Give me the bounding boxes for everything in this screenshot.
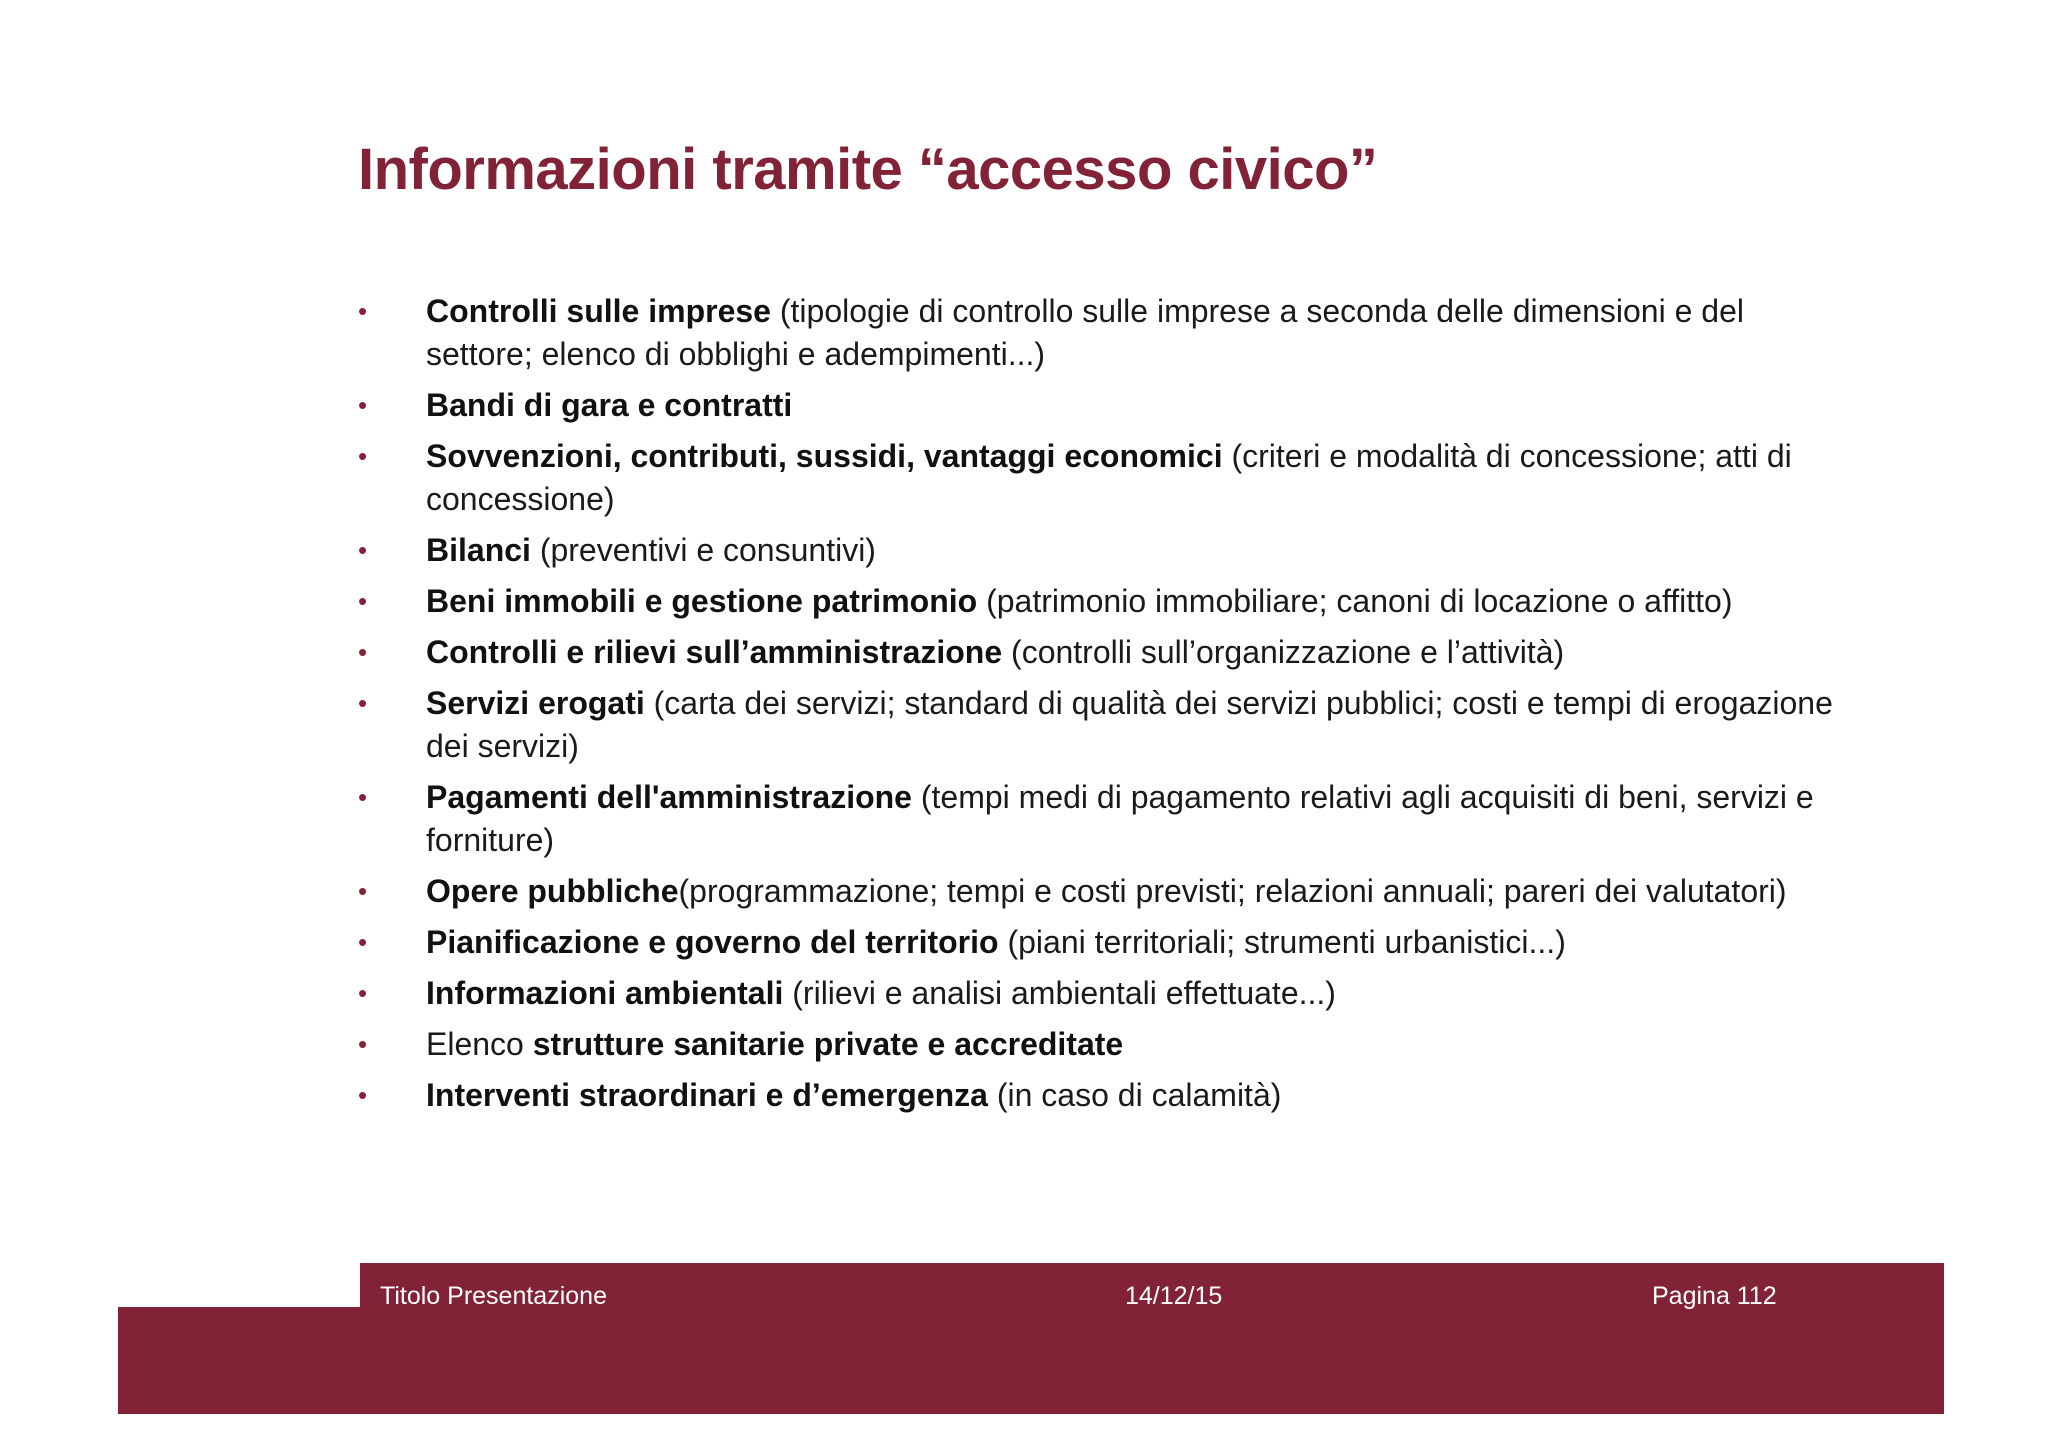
- list-item: [358, 529, 1838, 572]
- item-post: (preventivi e consuntivi): [530, 532, 876, 568]
- list-item: [358, 1023, 1838, 1066]
- list-item: [358, 972, 1838, 1015]
- list-item: [358, 290, 1838, 376]
- item-bold: Servizi erogati: [426, 685, 645, 721]
- bullet-list: [358, 290, 1838, 1125]
- item-bold: Controlli sulle imprese: [426, 293, 771, 329]
- item-bold: Opere pubbliche: [426, 873, 679, 909]
- item-post: (programmazione; tempi e costi previsti; relazioni annuali; pareri dei valutatori): [678, 873, 1787, 909]
- slide-title: Informazioni tramite “accesso civico”: [358, 137, 1378, 202]
- item-post: (tipologie di controllo sulle imprese a seconda delle dimensioni e del settore; elenco di obblighi e adempimenti...): [426, 293, 1744, 372]
- bullet-icon: •: [358, 688, 368, 718]
- item-post: (criteri e modalità di concessione; atti di concessione): [426, 438, 1792, 517]
- list-item: [358, 580, 1838, 623]
- list-item: [358, 921, 1838, 964]
- bullet-icon: •: [358, 927, 368, 957]
- item-pre: Elenco: [426, 1026, 533, 1062]
- item-bold: strutture sanitarie private e accreditate: [532, 1026, 1124, 1062]
- list-item: [358, 1074, 1838, 1117]
- bullet-icon: •: [358, 637, 368, 667]
- bullet-icon: •: [358, 978, 368, 1008]
- item-bold: Beni immobili e gestione patrimonio: [426, 583, 978, 619]
- item-bold: Interventi straordinari e d’emergenza: [426, 1077, 988, 1113]
- footer-date: 14/12/15: [1125, 1282, 1223, 1310]
- item-post: (patrimonio immobiliare; canoni di locazione o affitto): [977, 583, 1733, 619]
- item-bold: Sovvenzioni, contributi, sussidi, vantaggi economici: [426, 438, 1223, 474]
- bullet-icon: •: [358, 876, 368, 906]
- bullet-icon: •: [358, 390, 368, 420]
- item-bold: Pagamenti dell'amministrazione: [426, 779, 912, 815]
- list-item: [358, 631, 1838, 674]
- item-bold: Controlli e rilievi sull’amministrazione: [426, 634, 1003, 670]
- item-bold: Pianificazione e governo del territorio: [426, 924, 999, 960]
- item-post: (in caso di calamità): [987, 1077, 1282, 1113]
- item-post: (carta dei servizi; standard di qualità dei servizi pubblici; costi e tempi di erogazione dei servizi): [426, 685, 1833, 764]
- list-item: [358, 776, 1838, 862]
- bullet-icon: •: [358, 782, 368, 812]
- list-item: [358, 870, 1838, 913]
- item-post: (controlli sull’organizzazione e l’attività): [1002, 634, 1565, 670]
- bullet-icon: •: [358, 586, 368, 616]
- bullet-icon: •: [358, 535, 368, 565]
- list-item: [358, 435, 1838, 521]
- list-item: [358, 682, 1838, 768]
- item-bold: Bilanci: [426, 532, 531, 568]
- item-bold: Informazioni ambientali: [426, 975, 784, 1011]
- bullet-icon: •: [358, 441, 368, 471]
- bullet-icon: •: [358, 1080, 368, 1110]
- item-post: (piani territoriali; strumenti urbanistici...): [998, 924, 1566, 960]
- footer-left-band: [118, 1307, 360, 1414]
- item-post: (tempi medi di pagamento relativi agli acquisiti di beni, servizi e forniture): [426, 779, 1814, 858]
- list-item: [358, 384, 1838, 427]
- bullet-icon: •: [358, 296, 368, 326]
- footer-page-number: Pagina 112: [1652, 1282, 1777, 1310]
- item-bold: Bandi di gara e contratti: [426, 387, 793, 423]
- item-post: (rilievi e analisi ambientali effettuate...): [783, 975, 1336, 1011]
- footer-presentation-title: Titolo Presentazione: [380, 1282, 607, 1310]
- bullet-icon: •: [358, 1029, 368, 1059]
